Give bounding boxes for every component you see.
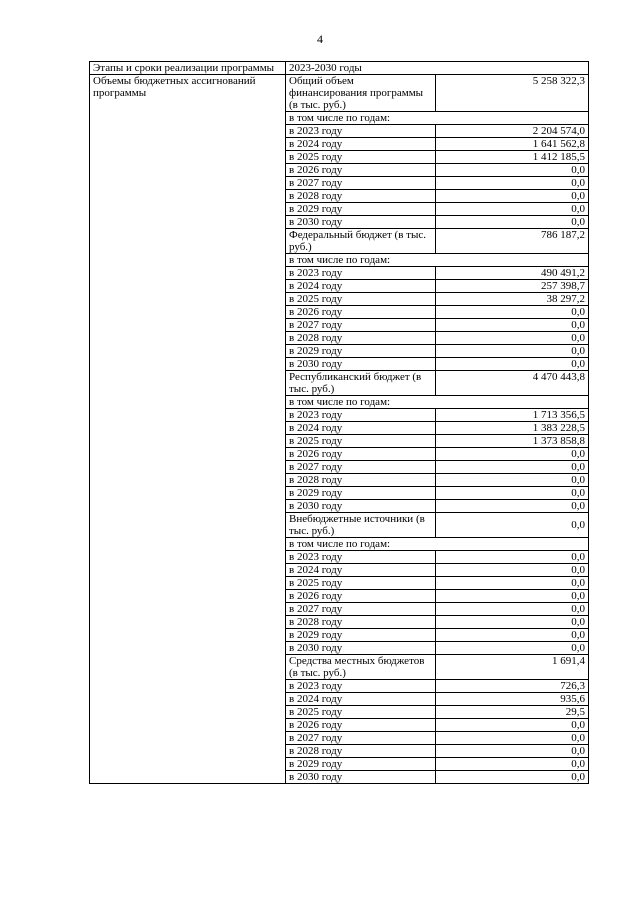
amount-cell: 0,0 [436, 461, 589, 474]
amount-cell: 1 641 562,8 [436, 138, 589, 151]
amount-cell: 0,0 [436, 306, 589, 319]
amount-cell: 0,0 [436, 487, 589, 500]
amount-cell: 1 383 228,5 [436, 422, 589, 435]
amount-cell: 0,0 [436, 513, 589, 538]
amount-cell: 0,0 [436, 448, 589, 461]
amount-cell: 726,3 [436, 680, 589, 693]
amount-cell: 2 204 574,0 [436, 125, 589, 138]
item-label-cell: в 2027 году [286, 732, 436, 745]
amount-cell: 0,0 [436, 642, 589, 655]
amount-cell: 1 713 356,5 [436, 409, 589, 422]
amount-cell: 490 491,2 [436, 267, 589, 280]
subheader-cell: в том числе по годам: [286, 254, 589, 267]
amount-cell: 257 398,7 [436, 280, 589, 293]
amount-cell: 0,0 [436, 345, 589, 358]
amount-cell: 0,0 [436, 616, 589, 629]
item-label-cell: в 2025 году [286, 706, 436, 719]
amount-cell: 29,5 [436, 706, 589, 719]
item-label-cell: в 2026 году [286, 719, 436, 732]
item-label-cell: в 2030 году [286, 358, 436, 371]
item-label-cell: в 2029 году [286, 345, 436, 358]
item-label-cell: в 2028 году [286, 332, 436, 345]
item-label-cell: в 2024 году [286, 564, 436, 577]
item-label-cell: в 2028 году [286, 745, 436, 758]
amount-cell: 0,0 [436, 319, 589, 332]
item-label-cell: в 2029 году [286, 758, 436, 771]
amount-cell: 0,0 [436, 564, 589, 577]
amount-cell: 0,0 [436, 358, 589, 371]
item-label-cell: Внебюджетные источники (в тыс. руб.) [286, 513, 436, 538]
amount-cell: 0,0 [436, 474, 589, 487]
item-label-cell: в 2030 году [286, 500, 436, 513]
item-label-cell: в 2023 году [286, 267, 436, 280]
item-label-cell: в 2025 году [286, 151, 436, 164]
item-label-cell: в 2026 году [286, 306, 436, 319]
item-label-cell: в 2026 году [286, 164, 436, 177]
item-label-cell: в 2029 году [286, 203, 436, 216]
item-label-cell: Федеральный бюджет (в тыс. руб.) [286, 229, 436, 254]
item-label-cell: в 2026 году [286, 448, 436, 461]
amount-cell: 1 691,4 [436, 655, 589, 680]
amount-cell: 0,0 [436, 203, 589, 216]
item-label-cell: в 2028 году [286, 616, 436, 629]
item-label-cell: в 2027 году [286, 461, 436, 474]
amount-cell: 0,0 [436, 216, 589, 229]
amount-cell: 1 412 185,5 [436, 151, 589, 164]
item-label-cell: в 2023 году [286, 680, 436, 693]
amount-cell: 0,0 [436, 500, 589, 513]
amount-cell: 0,0 [436, 590, 589, 603]
item-label-cell: в 2030 году [286, 771, 436, 784]
item-label-cell: в 2023 году [286, 551, 436, 564]
amount-cell: 0,0 [436, 745, 589, 758]
item-label-cell: в 2026 году [286, 590, 436, 603]
table-row [90, 62, 589, 75]
amount-cell: 0,0 [436, 758, 589, 771]
amount-cell: 0,0 [436, 332, 589, 345]
amount-cell: 0,0 [436, 177, 589, 190]
budget-label: Объемы бюджетных ассигнований программы [90, 75, 286, 784]
item-label-cell: в 2024 году [286, 280, 436, 293]
amount-cell: 0,0 [436, 551, 589, 564]
amount-cell: 935,6 [436, 693, 589, 706]
amount-cell: 1 373 858,8 [436, 435, 589, 448]
item-label-cell: в 2029 году [286, 629, 436, 642]
item-label-cell: в 2024 году [286, 693, 436, 706]
amount-cell: 5 258 322,3 [436, 75, 589, 112]
amount-cell: 4 470 443,8 [436, 371, 589, 396]
amount-cell: 0,0 [436, 190, 589, 203]
amount-cell: 0,0 [436, 732, 589, 745]
item-label-cell: в 2028 году [286, 474, 436, 487]
item-label-cell: в 2025 году [286, 293, 436, 306]
item-label-cell: Средства местных бюджетов (в тыс. руб.) [286, 655, 436, 680]
item-label-cell: Республиканский бюджет (в тыс. руб.) [286, 371, 436, 396]
item-label-cell: в 2027 году [286, 603, 436, 616]
stages-value: 2023-2030 годы [286, 62, 589, 75]
subheader-cell: в том числе по годам: [286, 396, 589, 409]
stages-label: Этапы и сроки реализации программы [90, 62, 286, 75]
amount-cell: 0,0 [436, 164, 589, 177]
item-label-cell: в 2030 году [286, 642, 436, 655]
item-label-cell: Общий объем финансирования программы (в тыс. руб.) [286, 75, 436, 112]
item-label-cell: в 2030 году [286, 216, 436, 229]
item-label-cell: в 2023 году [286, 125, 436, 138]
item-label-cell: в 2024 году [286, 138, 436, 151]
amount-cell: 0,0 [436, 719, 589, 732]
item-label-cell: в 2024 году [286, 422, 436, 435]
amount-cell: 786 187,2 [436, 229, 589, 254]
subheader-cell: в том числе по годам: [286, 112, 589, 125]
item-label-cell: в 2025 году [286, 435, 436, 448]
item-label-cell: в 2025 году [286, 577, 436, 590]
item-label-cell: в 2027 году [286, 319, 436, 332]
item-label-cell: в 2023 году [286, 409, 436, 422]
item-label-cell: в 2029 году [286, 487, 436, 500]
amount-cell: 0,0 [436, 603, 589, 616]
amount-cell: 0,0 [436, 629, 589, 642]
program-passport-table [89, 61, 589, 784]
item-label-cell: в 2028 году [286, 190, 436, 203]
amount-cell: 38 297,2 [436, 293, 589, 306]
amount-cell: 0,0 [436, 577, 589, 590]
amount-cell: 0,0 [436, 771, 589, 784]
table-row [90, 75, 589, 112]
subheader-cell: в том числе по годам: [286, 538, 589, 551]
page-number: 4 [317, 32, 323, 46]
item-label-cell: в 2027 году [286, 177, 436, 190]
